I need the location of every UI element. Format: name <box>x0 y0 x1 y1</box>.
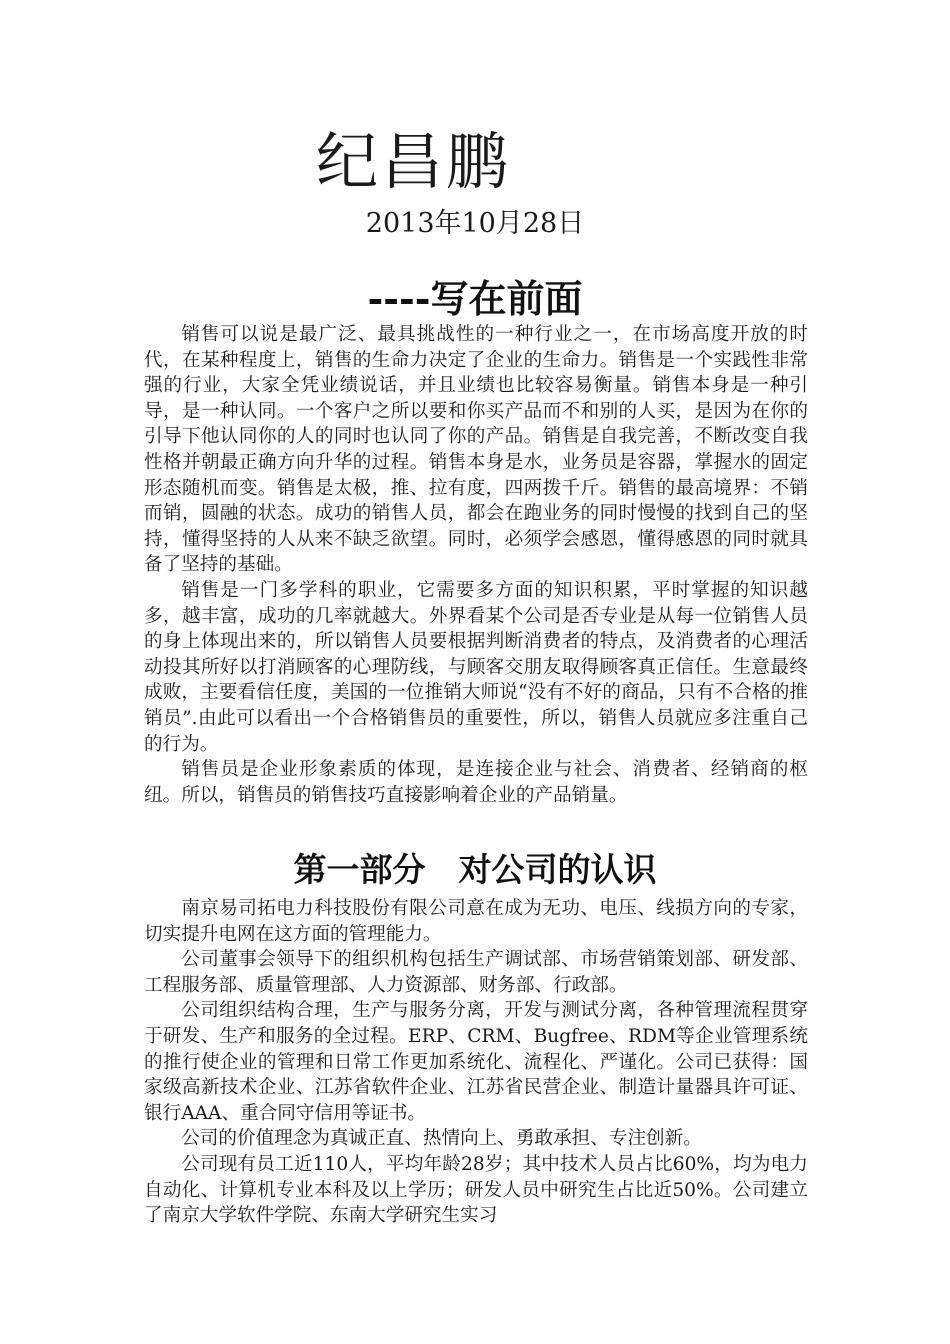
part1-paragraph: 南京易司拓电力科技股份有限公司意在成为无功、电压、线损方向的专家，切实提升电网在这方面的管理能力。 <box>144 898 808 945</box>
foreword-paragraph: 销售可以说是最广泛、最具挑战性的一种行业之一，在市场高度开放的时代，在某种程度上，销售的生命力决定了企业的生命力。销售是一个实践性非常强的行业，大家全凭业绩说话，并且业绩也比较容易衡量。销售本身是一种引导，是一种认同。一个客户之所以要和你买产品而不和别的人买，是因为在你的引导下他认同你的人的同时也认同了你的产品。销售是自我完善，不断改变自我性格并朝最正确方向升华的过程。销售本身是水，业务员是容器，掌握水的固定形态随机而变。销售是太极，推、拉有度，四两拨千斤。销售的最高境界：不销而销，圆融的状态。成功的销售人员，都会在跑业务的同时慢慢的找到自己的坚持，懂得坚持的人从来不缺乏欲望。同时，必须学会感恩，懂得感恩的同时就具备了坚持的基础。 <box>144 324 808 576</box>
foreword-heading: ----写在前面 <box>367 276 583 321</box>
author-name: 纪昌鹏 <box>316 125 512 198</box>
foreword-paragraph: 销售是一门多学科的职业，它需要多方面的知识积累，平时掌握的知识越多，越丰富，成功的几率就越大。外界看某个公司是否专业是从每一位销售人员的身上体现出来的，所以销售人员要根据判断消费者的特点，及消费者的心理活动投其所好以打消顾客的心理防线，与顾客交朋友取得顾客真正信任。生意最终成败，主要看信任度，美国的一位推销大师说“没有不好的商品，只有不合格的推销员”.由此可以看出一个合格销售员的重要性，所以，销售人员就应多注重自己的行为。 <box>144 579 808 755</box>
document-date: 2013年10月28日 <box>365 208 585 239</box>
part1-paragraph: 公司董事会领导下的组织机构包括生产调试部、市场营销策划部、研发部、工程服务部、质量管理部、人力资源部、财务部、行政部。 <box>144 949 808 996</box>
foreword-body <box>144 322 808 808</box>
part1-heading: 第一部分 对公司的认识 <box>293 850 657 889</box>
part1-body <box>144 896 808 1229</box>
part1-paragraph: 公司组织结构合理，生产与服务分离，开发与测试分离，各种管理流程贯穿于研发、生产和服务的全过程。ERP、CRM、Bugfree、RDM等企业管理系统的推行使企业的管理和日常工作更加系统化、流程化、严谨化。公司已获得：国家级高新技术企业、江苏省软件企业、江苏省民营企业、制造计量器具许可证、银行AAA、重合同守信用等证书。 <box>144 1000 808 1124</box>
foreword-paragraph: 销售员是企业形象素质的体现，是连接企业与社会、消费者、经销商的枢纽。所以，销售员的销售技巧直接影响着企业的产品销量。 <box>144 759 808 806</box>
part1-paragraph: 公司现有员工近110人，平均年龄28岁；其中技术人员占比60%，均为电力自动化、计算机专业本科及以上学历；研发人员中研究生占比近50%。公司建立了南京大学软件学院、东南大学研究生实习 <box>144 1153 808 1227</box>
part1-paragraph: 公司的价值理念为真诚正直、热情向上、勇敢承担、专注创新。 <box>181 1128 702 1150</box>
